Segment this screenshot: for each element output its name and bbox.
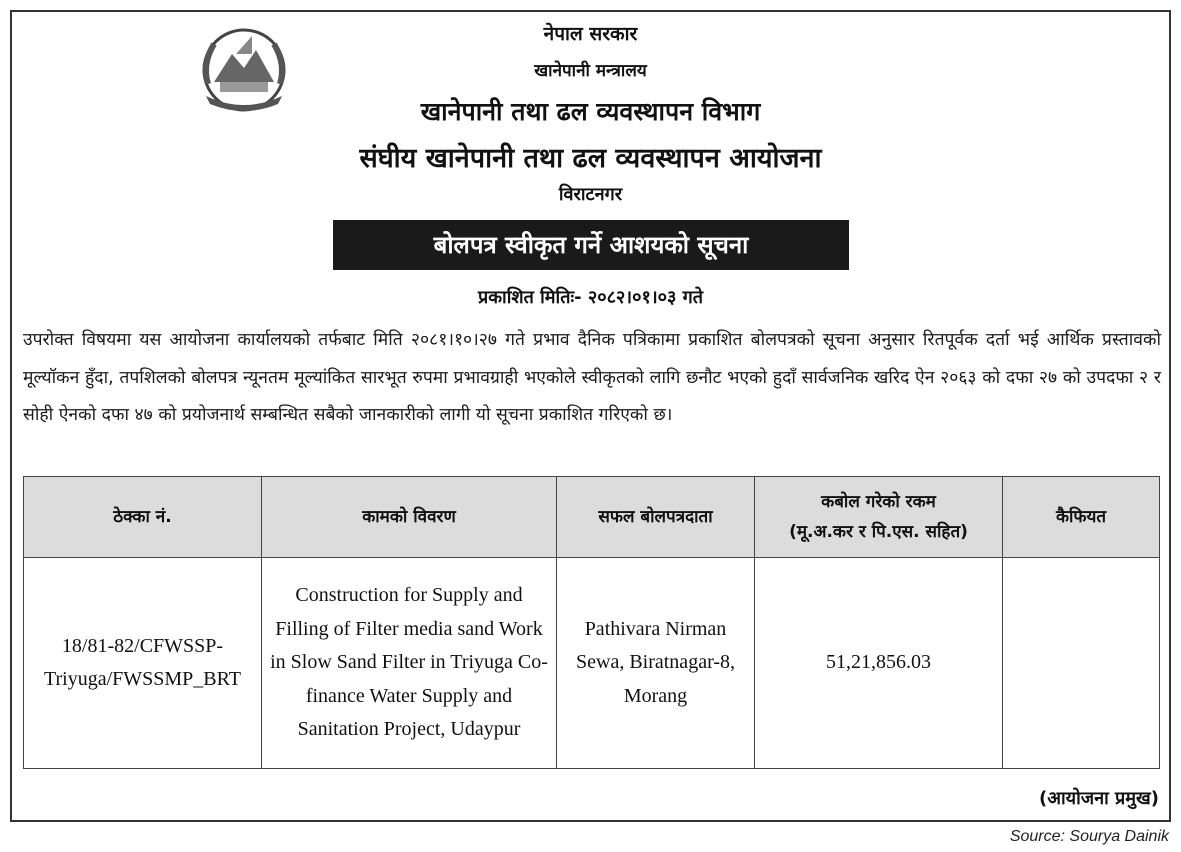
signatory-title: (आयोजना प्रमुख) [1039, 788, 1159, 809]
col-contract-no: ठेक्का नं. [24, 477, 262, 558]
cell-remarks [1003, 558, 1160, 769]
notice-body: उपरोक्त विषयमा यस आयोजना कार्यालयको तर्फबाट मिति २०८१।१०।२७ गते प्रभाव दैनिक पत्रिकामा प्रकाशित बोलपत्रको सूचना अनुसार रितपूर्वक दर्ता भई आर्थिक प्रस्तावको मूल्यॉकन हुँदा, तपशिलको बोलपत्र न्यूनतम मूल्यांकित सारभूत रुपमा प्रभावग्राही भएकोले स्वीकृतको लागि छनौट भएको हुदाँ सार्वजनिक खरिद ऐन २०६३ को दफा २७ को उपदफा २ र सोही ऐनको दफा ४७ को प्रयोजनार्थ सम्बन्धित सबैको जानकारीको लागी यो सूचना प्रकाशित गरिएको छ। [23, 330, 1161, 425]
govt-name: नेपाल सरकार [543, 23, 638, 45]
source-credit: Source: Sourya Dainik [1009, 828, 1169, 845]
cell-contract-no: 18/81-82/CFWSSP-Triyuga/FWSSMP_BRT [24, 558, 262, 769]
award-table [23, 476, 1160, 769]
department-name: खानेपानी तथा ढल व्यवस्थापन विभाग [420, 97, 761, 126]
table-row [24, 558, 1160, 769]
col-bid-amount [755, 477, 1003, 558]
cell-successful-bidder: Pathivara Nirman Sewa, Biratnagar-8, Morang [557, 558, 755, 769]
col-work-description: कामको विवरण [262, 477, 557, 558]
col-remarks: कैफियत [1003, 477, 1160, 558]
notice-title: बोलपत्र स्वीकृत गर्ने आशयको सूचना [333, 220, 849, 270]
ministry-name: खानेपानी मन्त्रालय [534, 61, 647, 81]
project-name: संघीय खानेपानी तथा ढल व्यवस्थापन आयोजना [359, 143, 822, 174]
cell-bid-amount: 51,21,856.03 [755, 558, 1003, 769]
cell-work-description: Construction for Supply and Filling of Filter media sand Work in Slow Sand Filter in Triyuga Co-finance Water Supply and Sanitation Project, Udaypur [262, 558, 557, 769]
table-header-row [24, 477, 1160, 558]
col-successful-bidder: सफल बोलपत्रदाता [557, 477, 755, 558]
col-bid-amount-line2: (मू.अ.कर र पि.एस. सहित) [789, 522, 968, 542]
office-location: विराटनगर [558, 184, 623, 205]
published-date: प्रकाशित मितिः- २०८२।०१।०३ गते [477, 287, 704, 308]
col-bid-amount-line1: कबोल गरेको रकम [821, 492, 936, 512]
